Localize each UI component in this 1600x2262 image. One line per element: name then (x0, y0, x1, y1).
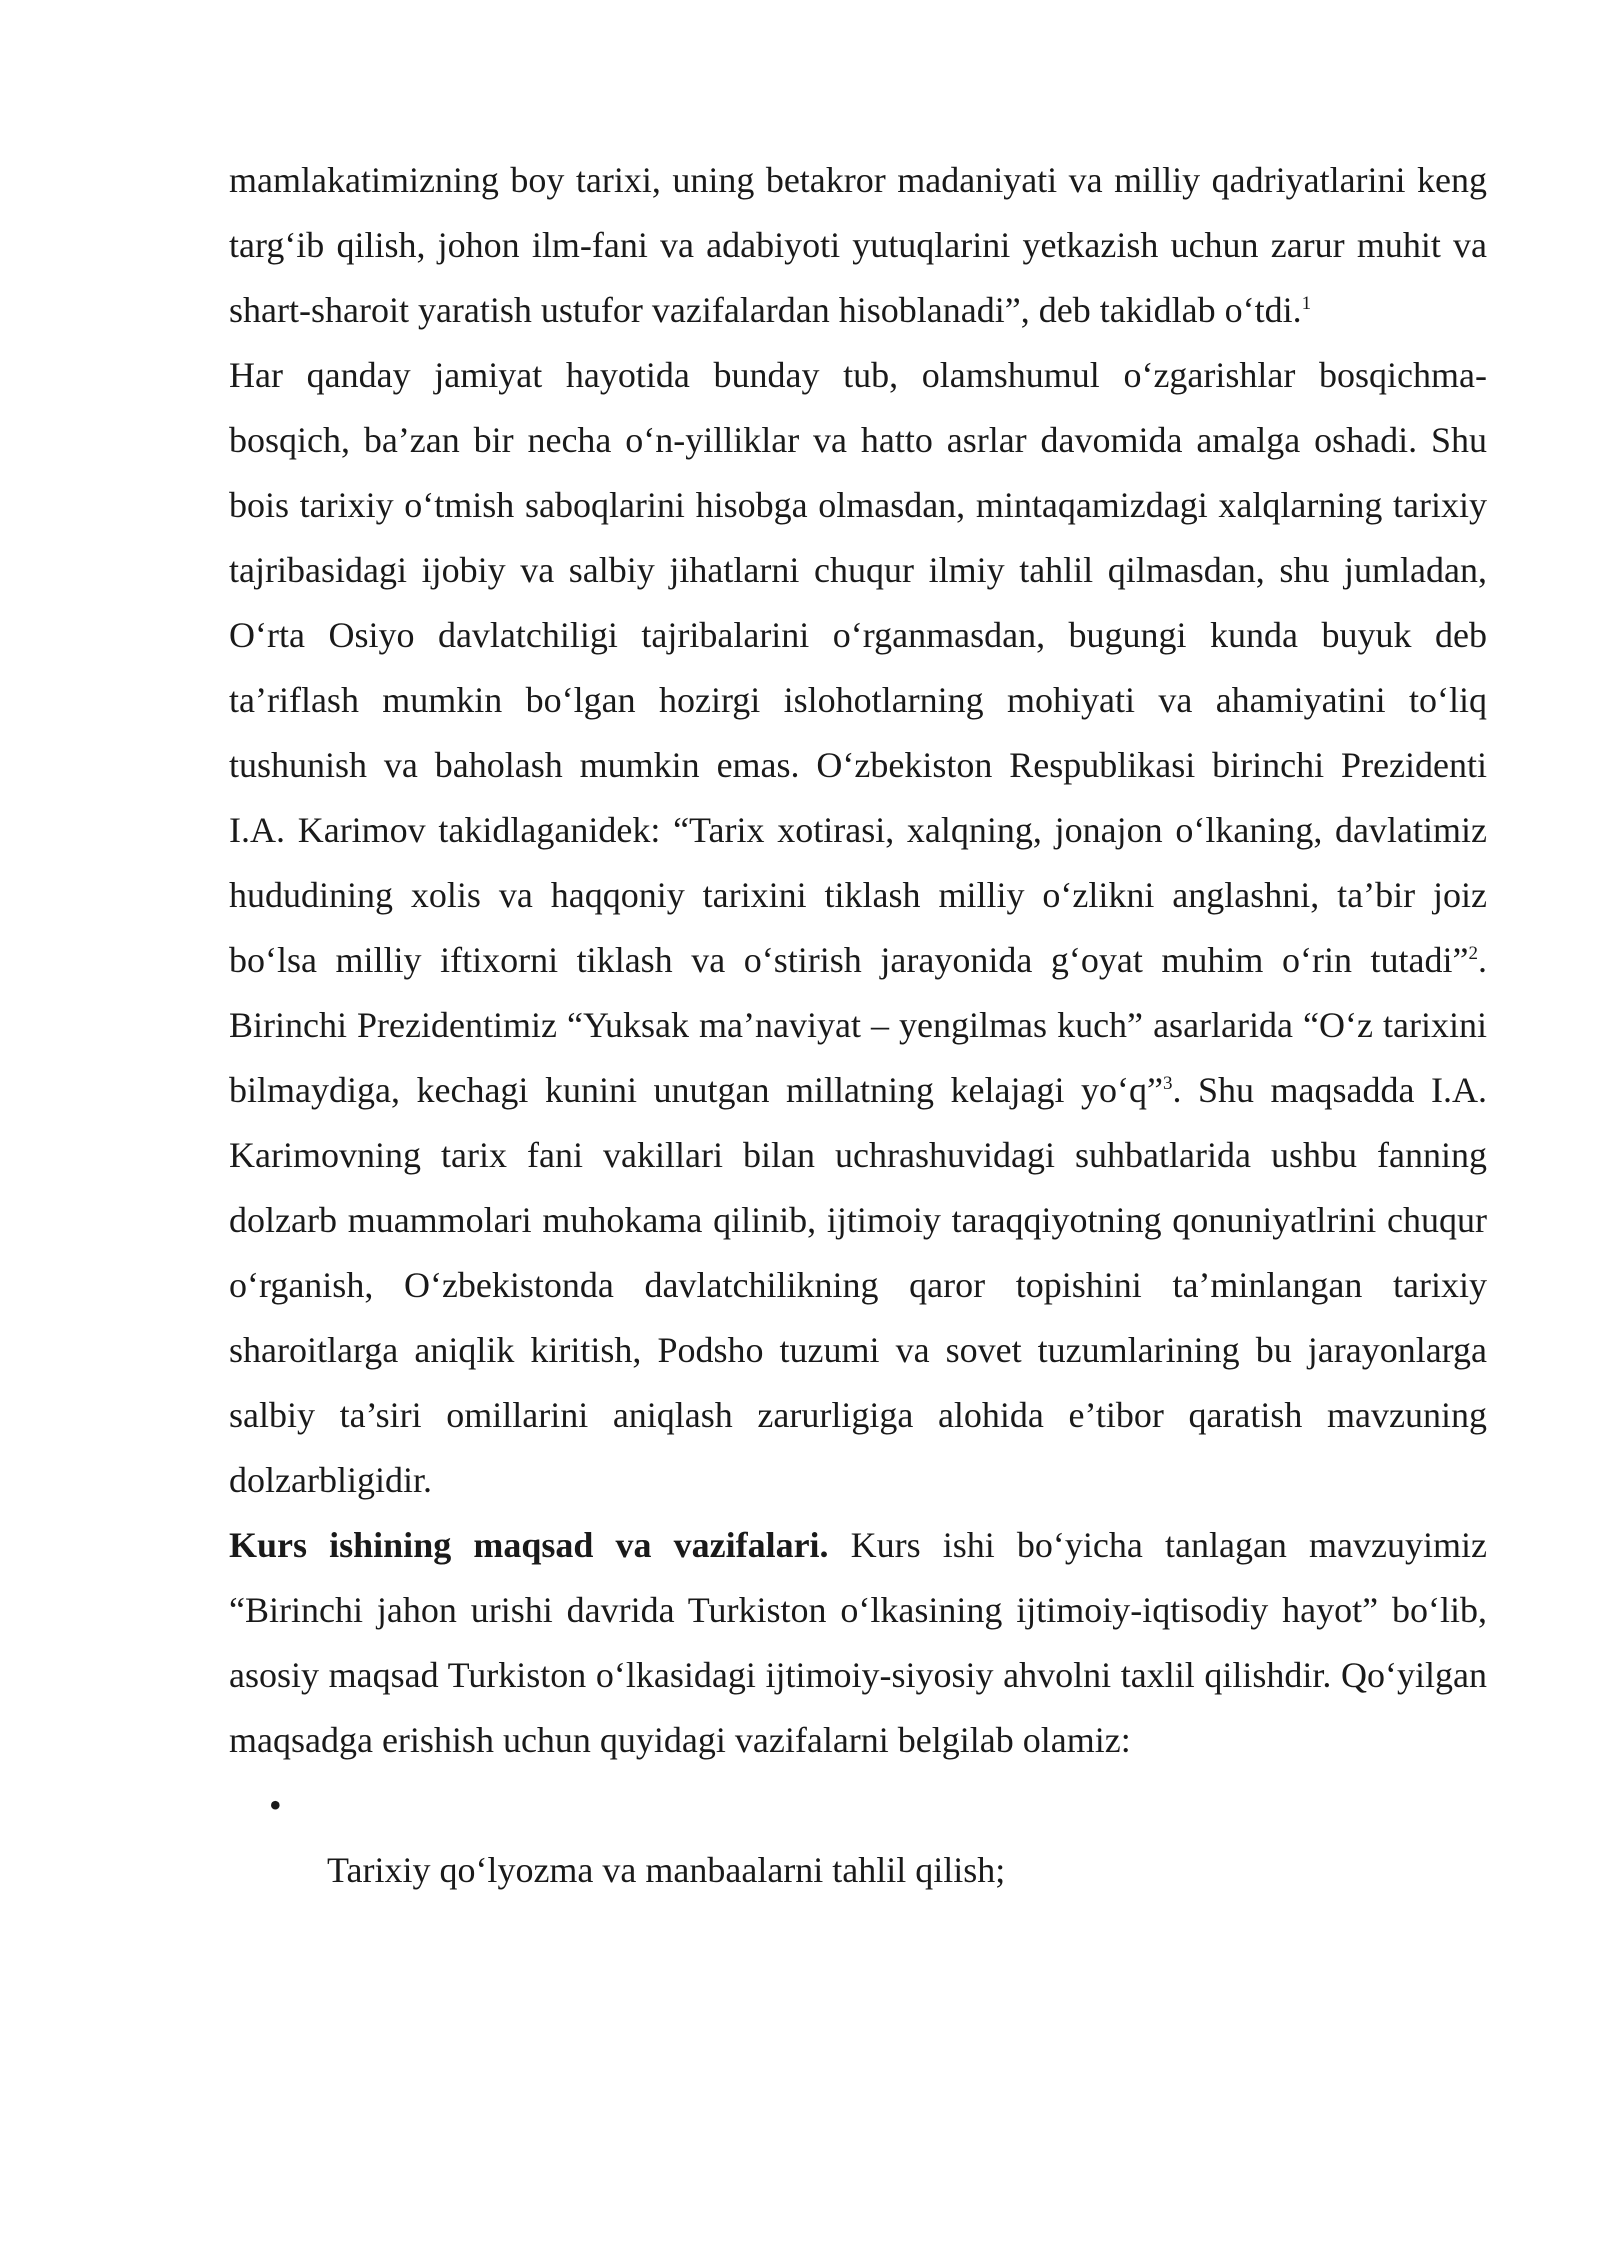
list-item: Tarixiy qo‘lyozma va manbaalarni tahlil qilish; (327, 1850, 1006, 1890)
paragraph-3-text: Kurs ishi bo‘yicha tanlagan mavzuyimiz “Birinchi jahon urishi davrida Turkiston o‘lkasining ijtimoiy-iqtisodiy hayot” bo‘lib, asosiy maqsad Turkiston o‘lkasidagi ijtimoiy-siyosiy ahvolni taxlil qilishdir. Qo‘yilgan maqsadga erishish uchun quyidagi vazifalarni belgilab olamiz: (229, 1525, 1487, 1760)
bullet-icon: • (269, 1785, 282, 1825)
paragraph-2-text-c: . Shu maqsadda I.A. Karimovning tarix fani vakillari bilan uchrashuvidagi suhbatlarida ushbu fanning dolzarb muammolari muhokama qilinib, ijtimoiy taraqqiyotning qonuniyatlrini chuqur o‘rganish, O‘zbekistonda davlatchilikning qaror topishini ta’minlangan tarixiy sharoitlarga aniqlik kiritish, Podsho tuzumi va sovet tuzumlarining bu jarayonlarga salbiy ta’siri omillarini aniqlash zarurligiga alohida e’tibor qaratish mavzuning dolzarbligidir. (229, 1070, 1487, 1500)
paragraph-2-text-a: Har qanday jamiyat hayotida bunday tub, olamshumul o‘zgarishlar bosqichma-bosqich, ba’zan bir necha o‘n-yilliklar va hatto asrlar davomida amalga oshadi. Shu bois tarixiy o‘tmish saboqlarini hisobga olmasdan, mintaqamizdagi xalqlarning tarixiy tajribasidagi ijobiy va salbiy jihatlarni chuqur ilmiy tahlil qilmasdan, shu jumladan, O‘rta Osiyo davlatchiligi tajribalarini o‘rganmasdan, bugungi kunda buyuk deb ta’riflash mumkin bo‘lgan hozirgi islohotlarning mohiyati va ahamiyatini to‘liq tushunish va baholash mumkin emas. O‘zbekiston Respublikasi birinchi Prezidenti I.A. Karimov takidlaganidek: “Tarix xotirasi, xalqning, jonajon o‘lkaning, davlatimiz hududining xolis va haqqoniy tarixini tiklash milliy o‘zlikni anglashni, ta’bir joiz bo‘lsa milliy iftixorni tiklash va o‘stirish jarayonida g‘oyat muhim o‘rin tutadi” (229, 355, 1487, 980)
document-page (229, 148, 1487, 1903)
paragraph-2-text-b: . Birinchi Prezidentimiz “Yuksak ma’naviyat – yengilmas kuch” asarlarida “O‘z tarixini bilmaydiga, kechagi kunini unutgan millatning kelajagi yo‘q” (229, 940, 1487, 1110)
paragraph-1 (229, 148, 1487, 343)
paragraph-1-text: mamlakatimizning boy tarixi, uning betakror madaniyati va milliy qadriyatlarini keng targ‘ib qilish, johon ilm-fani va adabiyoti yutuqlarini yetkazish uchun zarur muhit va shart-sharoit yaratish ustufor vazifalardan hisoblanadi”, deb takidlab o‘tdi. (229, 160, 1487, 330)
paragraph-2 (229, 343, 1487, 1513)
footnote-ref-3[interactable]: 3 (1162, 1073, 1173, 1094)
section-heading: Kurs ishining maqsad va vazifalari. (229, 1525, 829, 1565)
footnote-ref-2[interactable]: 2 (1468, 943, 1478, 964)
footnote-ref-1[interactable]: 1 (1301, 293, 1312, 314)
paragraph-3 (229, 1513, 1487, 1773)
bullet-row (229, 1773, 1487, 1838)
